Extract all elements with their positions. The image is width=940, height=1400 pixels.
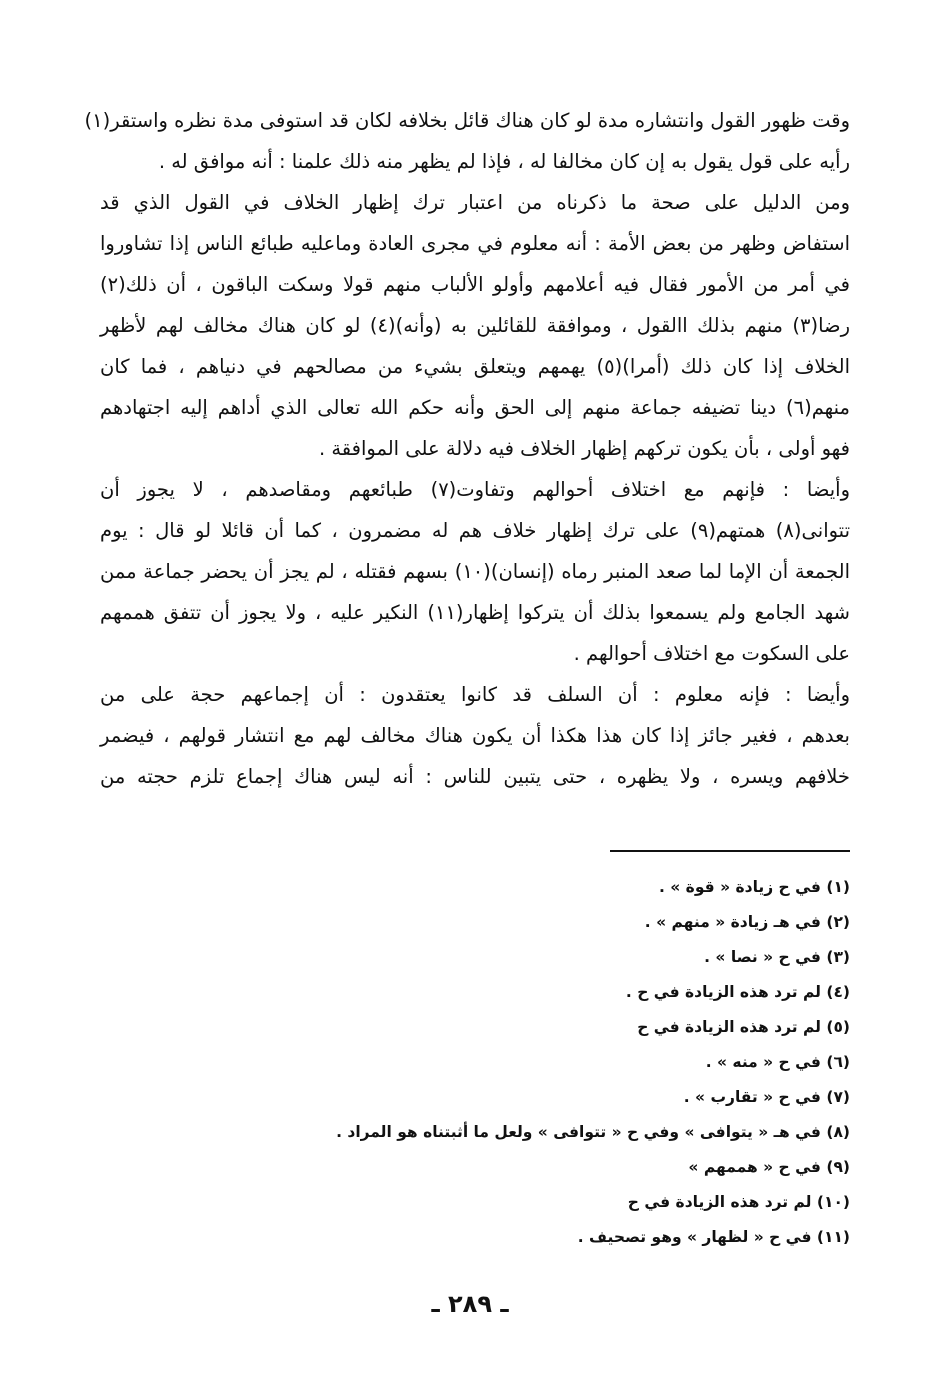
footnote: (٦) في ح « منه » . (705, 1053, 850, 1071)
text-line: الخلاف إذا كان ذلك (أمرا)(٥) يهمهم ويتعلق بشيء من مصالحهم في دنياهم ، فما كان (100, 355, 851, 378)
page-number: ـ ٢٨٩ ـ (431, 1290, 509, 1318)
footnote-divider (610, 850, 850, 852)
footnote: (٧) في ح « تقارب » . (683, 1088, 850, 1106)
footnote: (٥) لم ترد هذه الزيادة في ح (637, 1018, 850, 1036)
text-line: استفاض وظهر من بعض الأمة : أنه معلوم في مجرى العادة وماعليه طبائع الناس إذا تشاوروا (100, 232, 850, 255)
text-line: على السكوت مع اختلاف أحوالهم . (573, 642, 850, 665)
text-line: في أمر من الأمور فقال فيه أعلامهم وأولو الألباب منهم قولا وسكت الباقون ، أن ذلك(٢) (100, 273, 850, 296)
footnote: (١١) في ح « لظهار » وهو تصحيف . (577, 1228, 850, 1246)
text-line: وأيضا : فإنهم مع اختلاف أحوالهم وتفاوت(٧) طبائعهم ومقاصدهم ، لا يجوز أن (100, 478, 850, 501)
text-line: فهو أولى ، بأن يكون تركهم إظهار الخلاف فيه دلالة على الموافقة . (318, 437, 850, 460)
text-line: تتوانى(٨) همتهم(٩) على ترك إظهار خلاف هم له مضمرون ، كما أن قائلا لو قال : يوم (100, 519, 850, 542)
footnote: (١) في ح زيادة « قوة » . (658, 878, 850, 896)
text-line: منهم(٦) دينا تضيفه جماعة منهم إلى الحق وأنه حكم الله تعالى الذي أداهم إليه اجتهادهم (100, 396, 850, 419)
text-line: وأيضا : فإنه معلوم : أن السلف قد كانوا يعتقدون : أن إجماعهم حجة على من (100, 683, 850, 706)
text-line: خلافهم ويسره ، ولا يظهره ، حتى يتبين للناس : أنه ليس هناك إجماع تلزم حجته من (100, 765, 850, 788)
text-line: رأيه على قول يقول به إن كان مخالفا له ، فإذا لم يظهر منه ذلك علمنا : أنه موافق له . (158, 150, 850, 173)
text-line: الجمعة أن الإما لما صعد المنبر رماه (إنسان)(١٠) بسهم فقتله ، لم يجز أن يحضر جماعة ممن (100, 560, 851, 583)
footnote: (٢) في هـ زيادة « منهم » . (644, 913, 850, 931)
footnote: (١٠) لم ترد هذه الزيادة في ح (627, 1193, 850, 1211)
text-line: بعدهم ، فغير جائز إذا كان هذا هكذا أن يكون هناك مخالف لهم مع انتشار قولهم ، فيضمر (100, 724, 850, 747)
footnote: (٤) لم ترد هذه الزيادة في ح . (625, 983, 850, 1001)
footnote: (٨) في هـ « يتوافى » وفي ح « تتوافى » ولعل ما أثبتناه هو المراد . (336, 1123, 850, 1141)
footnote: (٣) في ح « نصا » . (704, 948, 850, 966)
text-line: رضا(٣) منهم بذلك االقول ، وموافقة للقائلين به (وأنه)(٤) لو كان هناك مخالف لهم لأظهر (100, 314, 851, 337)
text-line: وقت ظهور القول وانتشاره مدة لو كان هناك قائل بخلافه لكان قد استوفى مدة نظره واستقر(١) (84, 109, 850, 132)
footnotes (100, 870, 850, 1255)
main-text (84, 100, 851, 797)
text-line: ومن الدليل على صحة ما ذكرناه من اعتبار ترك إظهار الخلاف في القول الذي قد (100, 191, 850, 214)
footnote: (٩) في ح « هممهم » (688, 1158, 850, 1176)
text-line: شهد الجامع ولم يسمعوا بذلك أن يتركوا إظهار(١١) النكير عليه ، ولا يجوز أن تتفق هممهم (100, 601, 851, 624)
